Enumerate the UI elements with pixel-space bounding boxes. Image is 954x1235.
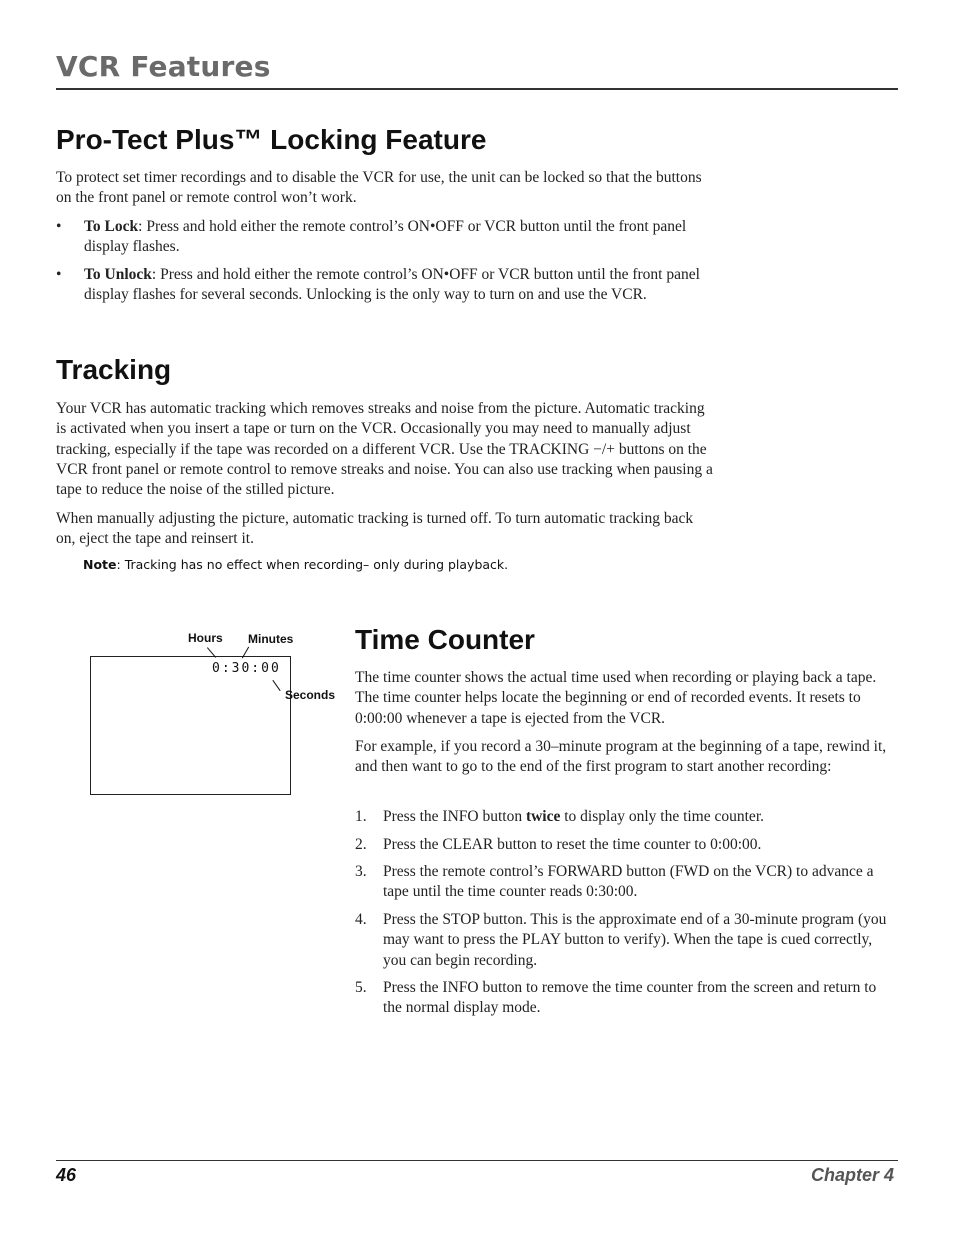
step-text-post: to display only the time counter. <box>560 808 764 825</box>
footer-rule <box>56 1160 898 1161</box>
step-number: 2. <box>355 836 367 853</box>
bullet-term: To Lock <box>84 218 139 235</box>
tv-screen-diagram <box>90 656 291 795</box>
step-text: Press the STOP button. This is the approximate end of a 30-minute program (you may want to press the PLAY button to verify). When the tape is cued correctly, you can begin recording. <box>383 911 887 969</box>
step-number: 4. <box>355 911 367 928</box>
step-5 <box>355 978 899 1020</box>
bullet-term: To Unlock <box>84 266 152 283</box>
tracking-para-2: When manually adjusting the picture, automatic tracking is turned off. To turn automatic tracking back on, eject the tape and reinsert it. <box>56 510 694 548</box>
step-1 <box>355 807 899 829</box>
time-counter-para-1: The time counter shows the actual time used when recording or playing back a tape. The time counter helps locate the beginning or end of recorded events. It resets to 0:00:00 whenever a tape is ejected from the VCR. <box>355 669 877 727</box>
lock-heading: Pro-Tect Plus™ Locking Feature <box>56 124 487 155</box>
tracking-note <box>83 557 508 572</box>
step-number: 1. <box>355 808 367 825</box>
step-3 <box>355 862 899 904</box>
note-text: : Tracking has no effect when recording– only during playback. <box>116 557 509 572</box>
page-number: 46 <box>56 1165 77 1185</box>
bullet-text <box>84 265 714 306</box>
step-text-bold: twice <box>525 808 561 825</box>
step-number: 5. <box>355 979 367 996</box>
header-rule <box>56 88 898 90</box>
tracking-para-1: Your VCR has automatic tracking which removes streaks and noise from the picture. Automatic tracking is activated when you insert a tape or turn on the VCR. Occasionally you may need to manually adjust tracking, especially if the tape was recorded on a different VCR. Use the TRACKING −/+ buttons on the VCR front panel or remote control to remove streaks and noise. You can also use tracking when pausing a tape to reduce the noise of the stilled picture. <box>56 400 713 499</box>
bullet-lock <box>56 217 716 259</box>
step-text: Press the remote control’s FORWARD button (FWD on the VCR) to advance a tape until the time counter reads 0:30:00. <box>383 863 874 901</box>
bullet-dot: • <box>56 218 62 235</box>
lock-intro: To protect set timer recordings and to disable the VCR for use, the unit can be locked so that the buttons on the front panel or remote control won’t work. <box>56 169 702 207</box>
chapter-label: Chapter 4 <box>810 1165 894 1185</box>
hours-label: Hours <box>188 631 223 645</box>
section-header: VCR Features <box>56 50 271 83</box>
minutes-label: Minutes <box>248 632 294 646</box>
step-text <box>383 807 899 827</box>
note-label: Note <box>83 557 117 572</box>
step-4 <box>355 910 899 972</box>
step-text-pre: Press the INFO button <box>383 808 526 825</box>
bullet-body: : Press and hold either the remote control’s ON•OFF or VCR button until the front panel display flashes for several seconds. Unlocking is the only way to turn on and use the VCR. <box>84 266 700 304</box>
time-counter-heading: Time Counter <box>355 624 535 655</box>
step-number: 3. <box>355 863 367 880</box>
bullet-unlock <box>56 265 716 327</box>
bullet-body: : Press and hold either the remote control’s ON•OFF or VCR button until the front panel display flashes. <box>84 218 687 256</box>
bullet-dot: • <box>56 266 62 283</box>
bullet-text <box>84 217 714 258</box>
step-2 <box>355 835 899 857</box>
seconds-label: Seconds <box>285 688 336 702</box>
tracking-heading: Tracking <box>56 354 172 385</box>
step-text: Press the INFO button to remove the time counter from the screen and return to the normal display mode. <box>383 979 877 1017</box>
counter-reading: 0:30:00 <box>212 661 281 676</box>
time-counter-para-2: For example, if you record a 30–minute program at the beginning of a tape, rewind it, and then want to go to the end of the first program to start another recording: <box>355 738 887 776</box>
step-text: Press the CLEAR button to reset the time counter to 0:00:00. <box>383 836 762 853</box>
